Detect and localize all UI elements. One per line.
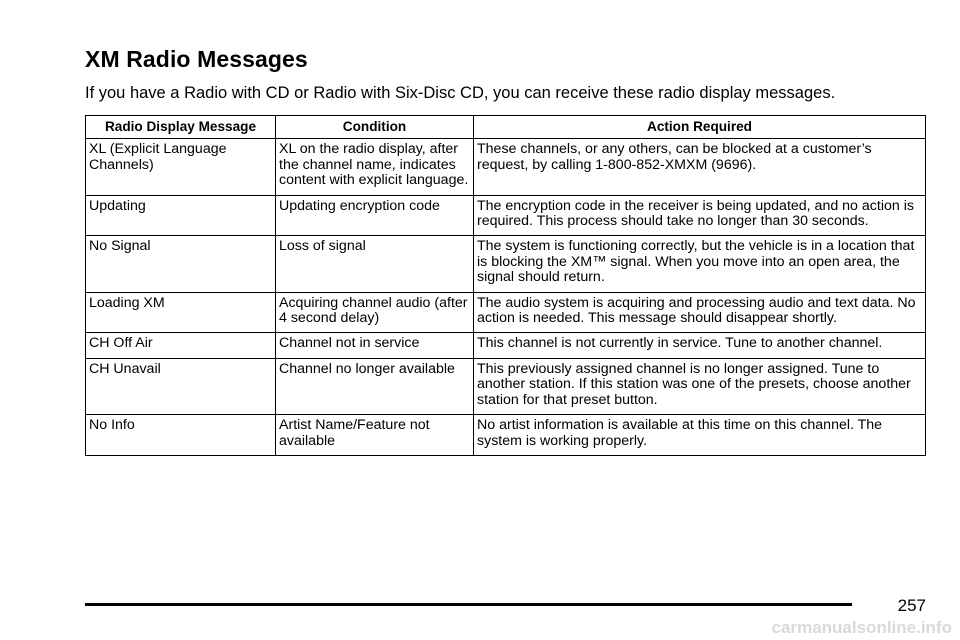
cell-condition: Channel no longer available: [276, 358, 474, 414]
cell-action: The system is functioning correctly, but the vehicle is in a location that is blocking the XM™ signal. When you move into an open area, the signal should return.: [474, 236, 926, 292]
intro-paragraph: If you have a Radio with CD or Radio with Six-Disc CD, you can receive these radio display messages.: [85, 84, 836, 102]
page-title: XM Radio Messages: [85, 46, 308, 72]
cell-action: This previously assigned channel is no longer assigned. Tune to another station. If this station was one of the presets, choose another station for that preset button.: [474, 358, 926, 414]
cell-message: CH Off Air: [86, 333, 276, 358]
cell-condition: Loss of signal: [276, 236, 474, 292]
watermark-text: carmanualsonline.info: [771, 618, 952, 637]
cell-condition: Channel not in service: [276, 333, 474, 358]
header-action-required: Action Required: [474, 116, 926, 139]
cell-action: These channels, or any others, can be blocked at a customer’s request, by calling 1-800-852-XMXM (9696).: [474, 139, 926, 195]
table-row: [86, 415, 926, 456]
messages-table-container: [85, 115, 925, 456]
footer-divider: [85, 603, 852, 606]
cell-message: No Signal: [86, 236, 276, 292]
table-row: [86, 139, 926, 195]
header-condition: Condition: [276, 116, 474, 139]
cell-action: This channel is not currently in service. Tune to another channel.: [474, 333, 926, 358]
cell-message: No Info: [86, 415, 276, 456]
cell-action: No artist information is available at this time on this channel. The system is working properly.: [474, 415, 926, 456]
cell-condition: XL on the radio display, after the channel name, indicates content with explicit language.: [276, 139, 474, 195]
cell-condition: Artist Name/Feature not available: [276, 415, 474, 456]
cell-action: The encryption code in the receiver is being updated, and no action is required. This process should take no longer than 30 seconds.: [474, 195, 926, 236]
messages-table: [85, 115, 926, 456]
header-radio-display-message: Radio Display Message: [86, 116, 276, 139]
cell-action: The audio system is acquiring and processing audio and text data. No action is needed. This message should disappear shortly.: [474, 292, 926, 333]
table-header-row: [86, 116, 926, 139]
cell-message: CH Unavail: [86, 358, 276, 414]
cell-condition: Acquiring channel audio (after 4 second delay): [276, 292, 474, 333]
cell-message: Updating: [86, 195, 276, 236]
cell-message: XL (Explicit Language Channels): [86, 139, 276, 195]
cell-condition: Updating encryption code: [276, 195, 474, 236]
table-row: [86, 358, 926, 414]
page-number: 257: [897, 596, 926, 615]
cell-message: Loading XM: [86, 292, 276, 333]
table-row: [86, 333, 926, 358]
table-row: [86, 236, 926, 292]
table-row: [86, 195, 926, 236]
table-row: [86, 292, 926, 333]
